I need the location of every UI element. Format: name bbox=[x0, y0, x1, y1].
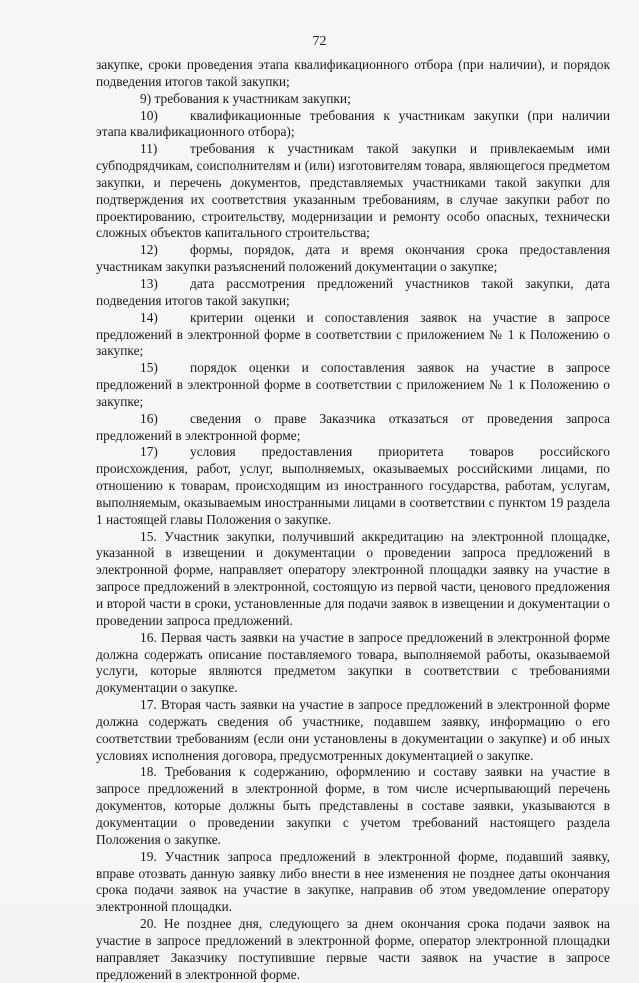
paragraph bbox=[96, 916, 610, 983]
paragraph-text: 15. Участник закупки, получивший аккредитацию на электронной площадке, указанной в извещении и документации о проведении запроса предложений в электронной форме, направляет оператору электронной площадки заявку на участие в запросе предложений в электронной, состоящую из первой части, ценового предложения и второй части в сроки, установленные для подачи заявок в извещении и документации о проведении запроса предложений. bbox=[96, 528, 610, 628]
paragraph bbox=[96, 764, 610, 848]
paragraph bbox=[96, 444, 610, 528]
paragraph-text: сведения о праве Заказчика отказаться от проведения запроса предложений в электронной форме; bbox=[96, 410, 610, 443]
paragraph-text: 16. Первая часть заявки на участие в запросе предложений в электронной форме должна содержать описание поставляемого товара, выполняемой работы, оказываемой услуги, которые являются предметом закупки в соответствии с требованиями документации о закупке. bbox=[96, 629, 610, 696]
paragraph bbox=[96, 630, 610, 697]
list-number: 11) bbox=[140, 141, 158, 157]
paragraph bbox=[96, 276, 610, 310]
list-number: 14) bbox=[140, 309, 158, 325]
paragraph bbox=[96, 91, 610, 108]
list-number: 16) bbox=[140, 410, 158, 426]
paragraph bbox=[96, 411, 610, 445]
paragraph-text: 18. Требования к содержанию, оформлению и составу заявки на участие в запросе предложений в электронной форме, в том числе исчерпывающий перечень документов, которые должны быть представлены в составе заявки, указываются в документации о проведении закупки с учетом требований настоящего раздела Положения о закупке. bbox=[96, 764, 610, 847]
paragraph-text: 20. Не позднее дня, следующего за днем окончания срока подачи заявок на участие в запросе предложений в электронной форме, оператор электронной площадки направляет Заказчику поступившие первые части заявок на участие в запросе предложений в электронной форме. bbox=[96, 916, 610, 982]
paragraph-text: 17. Вторая часть заявки на участие в запросе предложений в электронной форме должна содержать сведения об участнике, подавшем заявку, информацию о его соответствии требованиям (если они установлены в документации о закупке) и об иных условиях исполнения договора, предусмотренных документацией о закупке. bbox=[96, 697, 610, 763]
list-number: 15) bbox=[140, 360, 158, 376]
paragraph bbox=[96, 697, 610, 764]
document-body bbox=[96, 57, 610, 983]
list-number: 10) bbox=[140, 107, 158, 123]
paragraph-text: формы, порядок, дата и время окончания срока предоставления участникам закупки разъяснений положений документации о закупке; bbox=[96, 242, 610, 275]
paragraph bbox=[96, 108, 610, 142]
paragraph-text: закупке, сроки проведения этапа квалификационного отбора (при наличии), и порядок подведения итогов такой закупки; bbox=[96, 57, 610, 89]
paragraph-text: квалификационные требования к участникам закупки (при наличии этапа квалификационного отбора); bbox=[96, 107, 610, 140]
paragraph bbox=[96, 529, 610, 630]
paragraph bbox=[96, 141, 610, 242]
list-number: 12) bbox=[140, 242, 158, 258]
paragraph-text: 19. Участник запроса предложений в электронной форме, подавший заявку, вправе отозвать данную заявку либо внести в нее изменения не позднее даты окончания срока подачи заявок на участие в закупке, направив об этом уведомление оператору электронной площадки. bbox=[96, 848, 610, 915]
paragraph bbox=[96, 360, 610, 411]
paragraph-text: требования к участникам такой закупки и привлекаемым ими субподрядчикам, соисполнителям и (или) изготовителям товара, являющегося предметом закупки, и перечень документов, представляемых участниками такой закупки для подтверждения их соответствия указанным требованиям, в случае закупки работ по проектированию, строительству, модернизации и ремонту особо опасных, технически сложных объектов капитального строительства; bbox=[96, 141, 610, 241]
paragraph bbox=[96, 849, 610, 916]
paragraph-text: порядок оценки и сопоставления заявок на участие в запросе предложений в электронной форме в соответствии с приложением № 1 к Положению о закупке; bbox=[96, 360, 610, 409]
paragraph bbox=[96, 57, 610, 91]
paragraph bbox=[96, 310, 610, 361]
paragraph-text: 9) требования к участникам закупки; bbox=[140, 90, 351, 106]
paragraph-text: критерии оценки и сопоставления заявок на участие в запросе предложений в электронной форме в соответствии с приложением № 1 к Положению о закупке; bbox=[96, 309, 610, 359]
list-number: 17) bbox=[140, 444, 158, 460]
paragraph bbox=[96, 242, 610, 276]
paragraph-text: условия предоставления приоритета товаров российского происхождения, работ, услуг, выполняемых, оказываемых российскими лицами, по отношению к товарам, происходящим из иностранного государства, работам, услугам, выполняемым, оказываемым иностранными лицами в соответствии с пунктом 19 раздела 1 настоящей главы Положения о закупке. bbox=[96, 444, 610, 527]
paragraph-text: дата рассмотрения предложений участников такой закупки, дата подведения итогов такой закупки; bbox=[96, 275, 610, 308]
page-number: 72 bbox=[312, 34, 327, 49]
list-number: 13) bbox=[140, 275, 158, 291]
